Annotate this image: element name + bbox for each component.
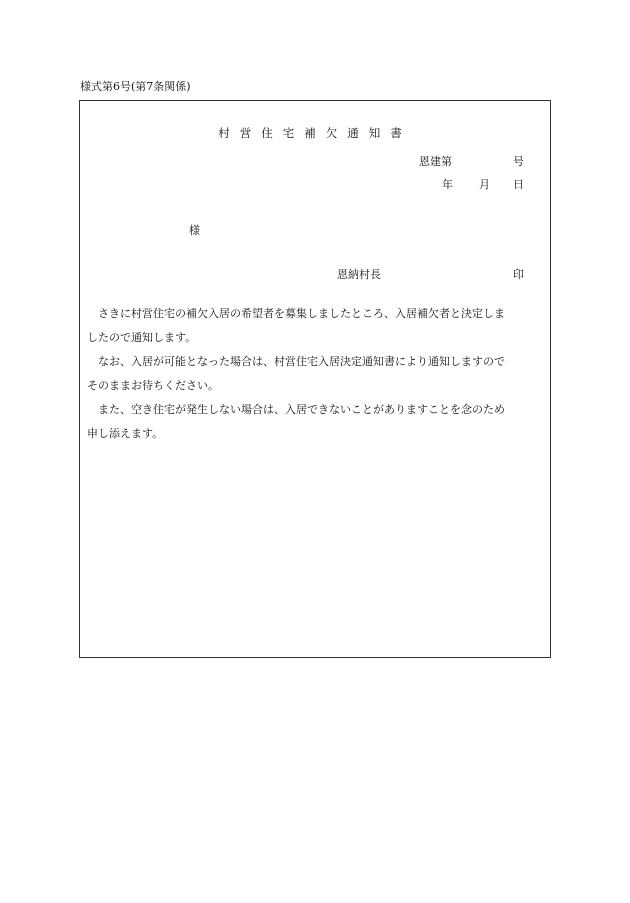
date-year-label: 年 <box>442 178 453 191</box>
notice-body <box>87 302 549 446</box>
body-line: また、空き住宅が発生しない場合は、入居できないことがありますことを念のため <box>87 403 505 416</box>
body-line: そのままお待ちください。 <box>87 379 219 392</box>
body-line: さきに村営住宅の補欠入居の希望者を募集しましたところ、入居補欠者と決定しま <box>87 307 505 320</box>
body-line: なお、入居が可能となった場合は、村営住宅入居決定通知書により通知しますので <box>87 355 505 368</box>
document-title: 村営住宅補欠通知書 <box>218 126 412 140</box>
date-month-label: 月 <box>479 178 490 191</box>
body-line: したので通知します。 <box>87 331 197 344</box>
form-number-label: 様式第6号(第7条関係) <box>80 80 191 93</box>
sender-name: 恩納村長 <box>337 268 381 281</box>
addressee-suffix: 様 <box>189 224 200 237</box>
reference-number-suffix: 号 <box>513 155 524 168</box>
seal-mark: 印 <box>513 268 524 281</box>
document-frame <box>79 100 551 658</box>
reference-number-prefix: 恩建第 <box>419 155 452 168</box>
body-line: 申し添えます。 <box>87 427 164 440</box>
date-day-label: 日 <box>513 178 524 191</box>
